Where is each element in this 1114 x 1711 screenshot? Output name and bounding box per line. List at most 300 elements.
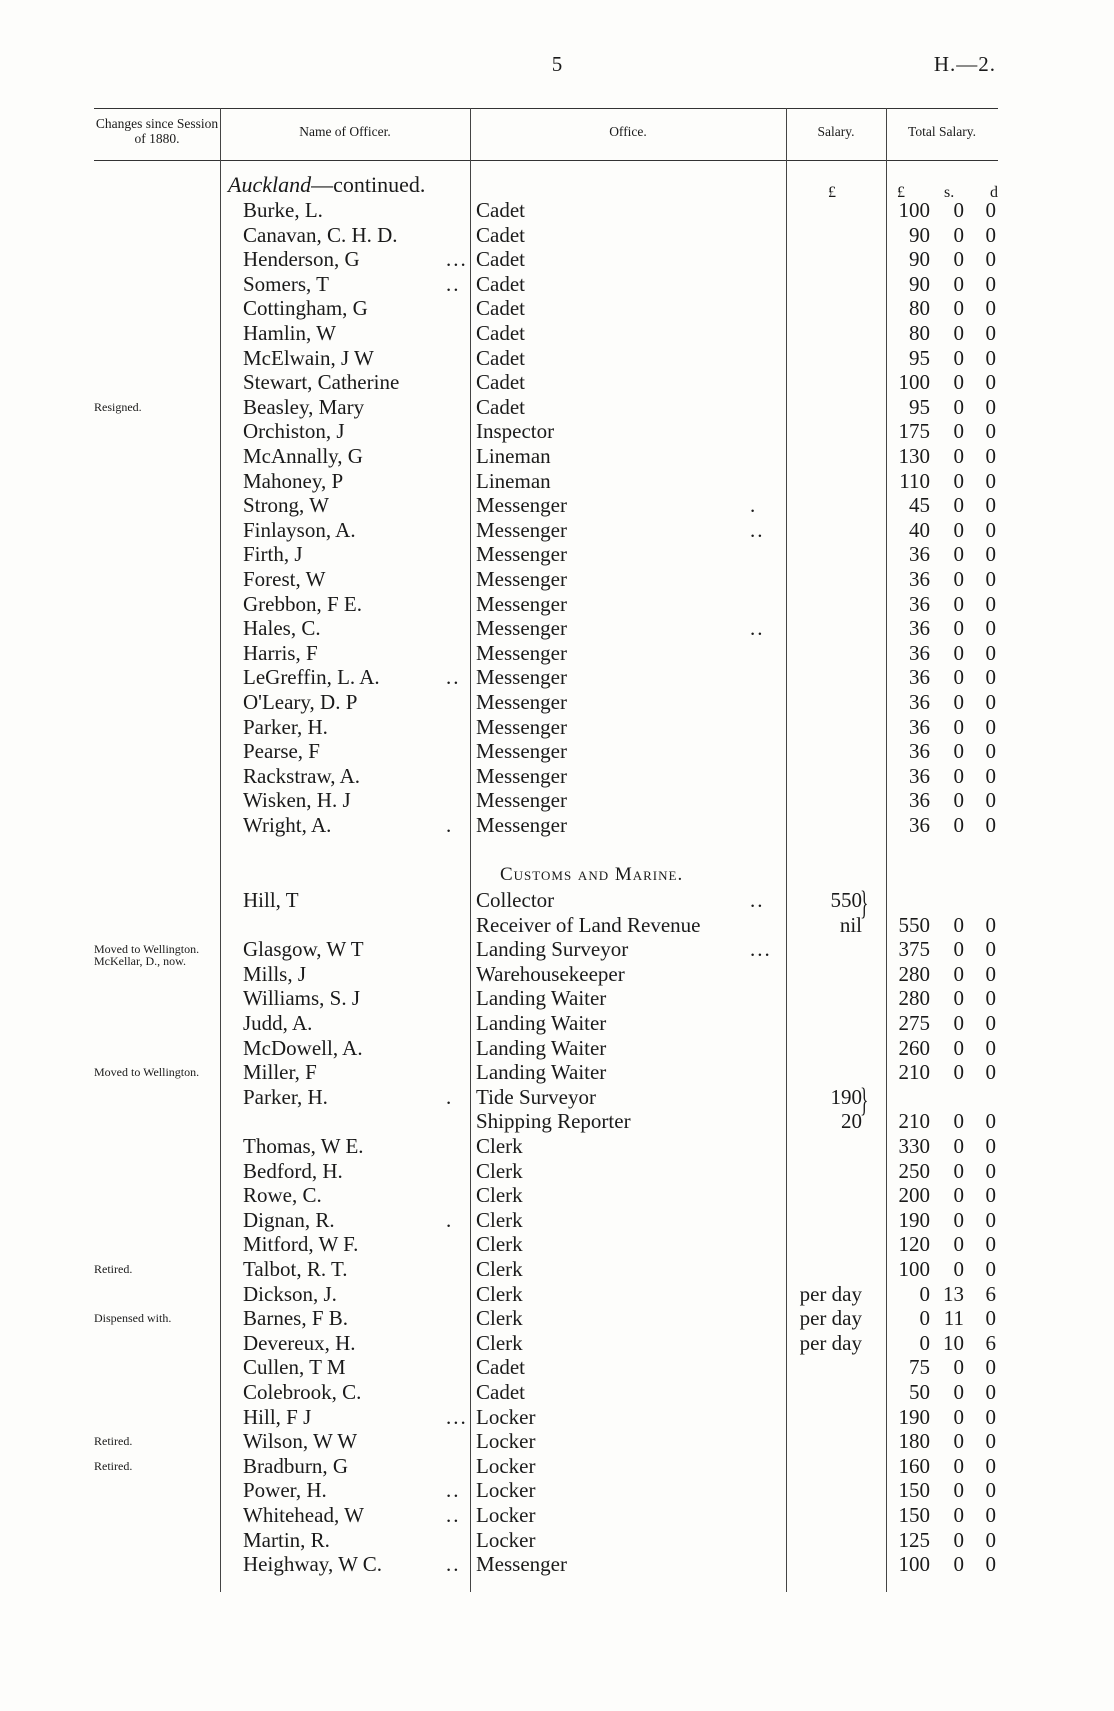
office-title: Landing Surveyor [476,937,629,962]
total-pence: 0 [985,419,996,444]
officer-name: Hales, C. [243,616,321,641]
office-title: Messenger [476,493,567,518]
total-shillings: 0 [953,1503,964,1527]
total-pence: 0 [985,444,996,468]
leader-dots: .. [446,1552,461,1577]
officer-name: Judd, A. [243,1011,313,1035]
table-row [0,1331,1114,1356]
total-shillings: 0 [953,1552,964,1577]
table-row [0,1011,1114,1036]
change-note: Retired. [94,1262,133,1276]
table-row [0,419,1114,444]
total-shillings: 0 [953,1134,964,1158]
office-title: Locker [476,1478,536,1503]
total-pence: 0 [985,1552,996,1577]
total-shillings: 0 [953,1429,964,1454]
office-title: Cadet [476,394,525,419]
table-row [0,370,1114,395]
header-total-salary: Total Salary. [908,124,976,139]
total-pounds: 80 [909,296,930,321]
total-shillings: 13 [943,1281,964,1306]
table-row [0,1257,1114,1282]
total-shillings: 0 [953,788,964,813]
total-pence: 0 [985,542,996,567]
officer-name: Mitford, W F. [243,1232,359,1257]
total-pence: 0 [985,616,996,641]
office-title: Messenger [476,1552,567,1577]
office-title: Messenger [476,640,567,665]
office-title: Inspector [476,419,555,444]
page-number: 5 [551,52,563,76]
total-shillings: 0 [953,370,964,395]
office-title: Clerk [476,1232,523,1257]
total-pence: 0 [985,714,996,739]
table-row [0,665,1114,690]
total-pence: 0 [985,247,996,272]
officer-name: Strong, W [243,493,329,518]
total-pounds: 150 [898,1503,930,1527]
table-row [0,1478,1114,1503]
office-title: Locker [476,1404,536,1429]
total-pounds: 36 [909,739,930,764]
office-title: Messenger [476,542,567,567]
leader-dots: ... [750,937,772,962]
section-auckland [228,172,425,198]
total-pounds: 40 [909,517,930,542]
total-pence: 0 [985,567,996,591]
total-shillings: 0 [953,665,964,690]
total-pence: 0 [985,1207,996,1232]
total-pounds: 180 [898,1429,930,1454]
leader-dots: .. [446,271,461,296]
total-pence: 0 [985,468,996,493]
total-shillings: 0 [953,296,964,321]
total-pence: 0 [985,1429,996,1454]
officer-name: Rackstraw, A. [243,763,361,788]
total-pence: 0 [985,1035,996,1060]
total-pounds: 95 [909,394,930,419]
office-title: Locker [476,1527,536,1552]
total-shillings: 0 [953,1060,964,1085]
table-row [0,1355,1114,1380]
officer-name: O'Leary, D. P [243,690,358,714]
leader-dots: . [446,813,454,837]
total-pounds: 36 [909,640,930,665]
table-row [0,1454,1114,1479]
office-title: Clerk [476,1306,523,1331]
office-title: Messenger [476,591,567,616]
table-row [0,1036,1114,1061]
office-title: Messenger [476,813,567,837]
header-salary: Salary. [817,124,855,139]
officer-name: Mahoney, P [243,468,344,493]
total-pence: 0 [985,1060,996,1085]
total-shillings: 0 [953,1183,964,1208]
table-row [0,493,1114,518]
total-pounds: 100 [898,370,930,395]
office-title: Messenger [476,665,567,690]
total-pounds: 36 [909,813,930,837]
total-pence: 0 [985,665,996,690]
total-pence: 0 [985,198,996,222]
total-shillings: 0 [953,444,964,468]
total-shillings: 0 [953,517,964,542]
office-title: Lineman [476,444,551,468]
total-pence: 0 [985,1503,996,1527]
total-pounds: 95 [909,345,930,370]
total-pounds: 90 [909,222,930,247]
total-pounds: 36 [909,665,930,690]
office-title: Cadet [476,296,525,321]
table-row [0,567,1114,592]
officer-name: Henderson, G [243,247,360,272]
total-pounds: 90 [909,247,930,272]
office-title: Messenger [476,690,567,714]
total-pence: 0 [985,986,996,1011]
office-title: Cadet [476,370,525,395]
officer-name: Beasley, Mary [243,394,365,419]
total-shillings: 0 [953,493,964,518]
officer-name: Orchiston, J [243,419,345,444]
officer-name: Bradburn, G [243,1453,348,1478]
total-pence: 0 [985,1355,996,1380]
leader-dots: ... [446,247,468,272]
office-title: Clerk [476,1257,523,1281]
total-pounds: 80 [909,321,930,345]
total-pence: 0 [985,690,996,714]
total-shillings: 0 [953,1011,964,1035]
total-pounds: 210 [898,1060,930,1085]
officer-name: Harris, F [243,640,318,665]
officer-name: Dignan, R. [243,1207,335,1232]
total-pence: 0 [985,912,996,937]
total-shillings: 0 [953,1355,964,1380]
total-shillings: 0 [953,714,964,739]
table-row [0,616,1114,641]
table-row [0,321,1114,346]
officer-name: Wilson, W W [243,1429,358,1454]
total-shillings: 0 [953,616,964,641]
total-shillings: 0 [953,222,964,247]
total-shillings: 0 [953,1158,964,1183]
total-shillings: 0 [953,468,964,493]
officer-name: Hamlin, W [243,321,336,345]
leader-dots: .. [446,1478,461,1503]
total-shillings: 0 [953,1035,964,1060]
total-pounds: 36 [909,591,930,616]
office-title: Messenger [476,739,567,764]
officer-name: Finlayson, A. [243,517,356,542]
table-row [0,1306,1114,1331]
document-reference: H.—2. [933,52,996,76]
table-row [0,962,1114,987]
total-pence: 0 [985,763,996,788]
office-title: Landing Waiter [476,1060,607,1085]
officer-name: Williams, S. J [243,986,360,1011]
total-pounds: 100 [898,1257,930,1281]
salary-value: per day [799,1306,862,1331]
officer-name: Somers, T [243,271,329,296]
section-auckland-suffix: —continued. [311,172,426,197]
office-title: Collector [476,888,555,912]
total-pence: 0 [985,345,996,370]
total-pounds: 110 [899,468,930,493]
leader-dots: .. [750,888,765,912]
total-shillings: 0 [953,813,964,837]
salary-value: per day [799,1330,862,1355]
total-pounds: 160 [898,1453,930,1478]
header-office: Office. [609,124,647,139]
office-title: Clerk [476,1281,523,1306]
total-pence: 0 [985,1306,996,1331]
office-title: Shipping Reporter [476,1109,631,1134]
table-row [0,1552,1114,1577]
header-name: Name of Officer. [299,124,391,139]
table-row [0,518,1114,543]
officer-name: Stewart, Catherine [243,370,400,395]
leader-dots: . [446,1084,454,1109]
officer-name: Whitehead, W [243,1503,364,1527]
total-pounds: 130 [898,444,930,468]
total-pence: 0 [985,1183,996,1208]
office-title: Messenger [476,763,567,788]
change-note: Retired. [94,1434,133,1449]
office-title: Clerk [476,1158,523,1183]
office-title: Landing Waiter [476,1035,607,1060]
total-pounds: 250 [898,1158,930,1183]
total-shillings: 0 [953,640,964,665]
office-title: Clerk [476,1134,523,1158]
total-pence: 6 [985,1330,996,1355]
table-row [0,1085,1114,1110]
office-title: Clerk [476,1207,523,1232]
leader-dots: .. [446,665,461,690]
table-row [0,1528,1114,1553]
table-row [0,1282,1114,1307]
leader-dots: . [446,1207,454,1232]
change-note: Moved to Wellington. [94,1065,200,1080]
table-row [0,1232,1114,1257]
change-note: Dispensed with. [94,1311,172,1326]
table-row [0,888,1114,913]
leader-dots: ... [446,1404,468,1429]
table-top-rule [94,108,998,109]
total-pence: 0 [985,1134,996,1158]
total-pounds: 36 [909,616,930,641]
total-pence: 0 [985,788,996,813]
officer-name: Rowe, C. [243,1183,322,1208]
total-pounds: 36 [909,763,930,788]
office-title: Messenger [476,517,567,542]
office-title: Warehousekeeper [476,961,625,986]
table-row [0,1134,1114,1159]
office-title: Tide Surveyor [476,1084,596,1109]
total-pounds: 200 [898,1183,930,1208]
table-row [0,469,1114,494]
total-shillings: 0 [953,1453,964,1478]
total-shillings: 0 [953,542,964,567]
leader-dots: .. [446,1503,461,1527]
total-pounds: 210 [898,1109,930,1134]
office-title: Landing Waiter [476,986,607,1011]
officer-name: LeGreffin, L. A. [243,665,380,690]
total-shillings: 0 [953,690,964,714]
total-pounds: 75 [909,1355,930,1380]
total-pounds: 280 [898,986,930,1011]
total-pounds: 36 [909,542,930,567]
unit-total-shillings: s. [944,184,955,201]
total-shillings: 0 [953,1478,964,1503]
office-title: Locker [476,1453,536,1478]
office-title: Messenger [476,714,567,739]
total-shillings: 0 [953,1380,964,1404]
officer-name: McElwain, J W [243,345,374,370]
salary-value: 20 [841,1109,862,1134]
total-pence: 0 [985,222,996,247]
total-pounds: 175 [898,419,930,444]
total-shillings: 0 [953,739,964,764]
officer-name: Wright, A. [243,813,332,837]
officer-name: Talbot, R. T. [243,1257,348,1281]
leader-dots: .. [750,517,765,542]
total-shillings: 0 [953,321,964,345]
total-pence: 6 [985,1281,996,1306]
table-row [0,395,1114,420]
total-pounds: 100 [898,1552,930,1577]
total-shillings: 0 [953,763,964,788]
table-row [0,1109,1114,1134]
office-title: Cadet [476,1380,525,1404]
officer-name: Colebrook, C. [243,1380,362,1404]
office-title: Cadet [476,222,525,247]
total-shillings: 0 [953,567,964,591]
officer-name: Wisken, H. J [243,788,351,813]
total-pounds: 550 [898,912,930,937]
table-row [0,1380,1114,1405]
change-note: Resigned. [94,399,142,414]
table-row [0,346,1114,371]
table-row [0,937,1114,969]
table-row [0,1429,1114,1454]
total-pence: 0 [985,493,996,518]
brace-tide-surveyor: } [860,1082,869,1119]
total-pounds: 0 [919,1306,930,1331]
office-title: Locker [476,1429,536,1454]
total-shillings: 0 [953,1207,964,1232]
total-pounds: 36 [909,567,930,591]
total-shillings: 0 [953,986,964,1011]
total-pence: 0 [985,739,996,764]
total-pence: 0 [985,937,996,962]
office-title: Cadet [476,321,525,345]
total-pounds: 90 [909,271,930,296]
total-shillings: 0 [953,961,964,986]
total-pence: 0 [985,271,996,296]
table-row [0,1405,1114,1430]
leader-dots: . [750,493,758,518]
office-title: Cadet [476,345,525,370]
table-row [0,444,1114,469]
table-row [0,272,1114,297]
table-row [0,690,1114,715]
officer-name: Burke, L. [243,198,323,222]
total-pence: 0 [985,1380,996,1404]
change-note: Retired. [94,1458,133,1473]
table-row [0,986,1114,1011]
officer-name: Martin, R. [243,1527,330,1552]
office-title: Cadet [476,271,525,296]
total-shillings: 11 [943,1306,964,1331]
total-shillings: 0 [953,1527,964,1552]
officer-name: Hill, F J [243,1404,312,1429]
office-title: Clerk [476,1183,523,1208]
total-shillings: 0 [953,591,964,616]
total-pounds: 120 [898,1232,930,1257]
total-pounds: 150 [898,1478,930,1503]
total-shillings: 0 [953,1404,964,1429]
salary-value: nil [839,912,862,937]
total-pounds: 36 [909,714,930,739]
total-pence: 0 [985,1232,996,1257]
total-shillings: 0 [953,419,964,444]
total-shillings: 0 [953,271,964,296]
officer-name: Thomas, W E. [243,1134,364,1158]
total-pounds: 100 [898,198,930,222]
total-pounds: 280 [898,961,930,986]
officer-name: Cottingham, G [243,296,368,321]
section-auckland-title: Auckland [228,172,312,197]
officer-name: Forest, W [243,567,326,591]
officer-name: Canavan, C. H. D. [243,222,398,247]
officer-name: Grebbon, F E. [243,591,362,616]
table-row [0,592,1114,617]
total-pence: 0 [985,1257,996,1281]
total-shillings: 0 [953,1232,964,1257]
section-customs-marine: Customs and Marine. [500,864,684,885]
table-row [0,1503,1114,1528]
total-pence: 0 [985,1453,996,1478]
salary-value: per day [799,1281,862,1306]
office-title: Messenger [476,616,567,641]
total-pence: 0 [985,1404,996,1429]
table-row [0,223,1114,248]
officer-name: Devereux, H. [243,1330,356,1355]
total-shillings: 0 [953,1109,964,1134]
total-pence: 0 [985,1158,996,1183]
total-pounds: 275 [898,1011,930,1035]
table-row [0,788,1114,813]
table-row [0,1060,1114,1085]
officer-name: McDowell, A. [243,1035,363,1060]
total-pence: 0 [985,591,996,616]
unit-total-pence: d [990,184,998,201]
total-pence: 0 [985,961,996,986]
unit-salary-pound: £ [828,184,836,201]
total-pounds: 125 [898,1527,930,1552]
unit-total-pound: £ [897,184,905,201]
total-pence: 0 [985,1109,996,1134]
total-pence: 0 [985,1011,996,1035]
officer-name: Firth, J [243,542,303,567]
office-title: Locker [476,1503,536,1527]
total-pence: 0 [985,370,996,395]
total-shillings: 0 [953,198,964,222]
total-pence: 0 [985,1478,996,1503]
office-title: Messenger [476,788,567,813]
total-pounds: 36 [909,788,930,813]
table-row [0,764,1114,789]
change-note: Moved to Wellington. McKellar, D., now. [94,942,200,969]
